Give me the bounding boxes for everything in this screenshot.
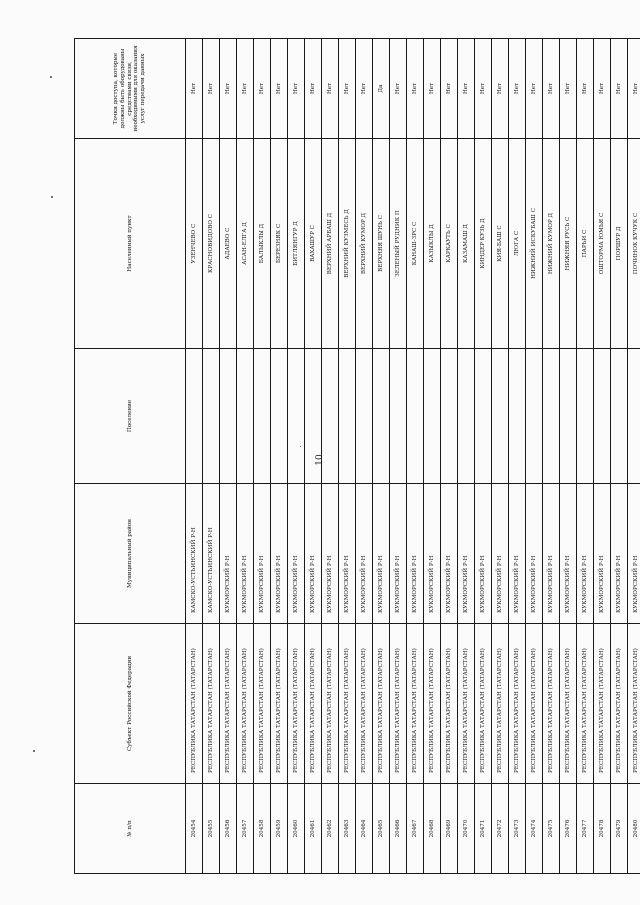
row-locality: ЛЮГА С <box>509 139 526 349</box>
row-district: КУКМОРСКИЙ Р-Н <box>373 484 390 624</box>
table-row <box>475 39 492 874</box>
row-district: КУКМОРСКИЙ Р-Н <box>288 484 305 624</box>
table-row <box>628 39 640 874</box>
row-locality: ВЕРХНИЙ КУЗМЕСЬ Д <box>339 139 356 349</box>
table-row <box>594 39 611 874</box>
table-row <box>220 39 237 874</box>
header-settlement: Поселение <box>75 349 186 484</box>
row-access-answer: Нет <box>492 39 509 139</box>
table-row <box>356 39 373 874</box>
row-subject: РЕСПУБЛИКА ТАТАРСТАН (ТАТАРСТАН) <box>577 624 594 784</box>
row-number: 20467 <box>407 784 424 874</box>
row-district: КУКМОРСКИЙ Р-Н <box>543 484 560 624</box>
row-access-answer: Нет <box>577 39 594 139</box>
row-number: 20476 <box>560 784 577 874</box>
row-locality: БЕРЕЗНЯК С <box>271 139 288 349</box>
table-row <box>560 39 577 874</box>
row-district: КУКМОРСКИЙ Р-Н <box>492 484 509 624</box>
row-settlement <box>492 349 509 484</box>
row-settlement <box>475 349 492 484</box>
row-number: 20471 <box>475 784 492 874</box>
row-locality: АСАН-ЕЛГА Д <box>237 139 254 349</box>
table-row <box>492 39 509 874</box>
header-access-points: Точки доступа, которые должны быть оборудованы средствами связи, необходимыми для оказания услуг передачи данных <box>75 39 186 139</box>
row-number: 20475 <box>543 784 560 874</box>
row-access-answer: Нет <box>237 39 254 139</box>
row-locality: НИЖНИЙ ИСКУБАШ С <box>526 139 543 349</box>
row-subject: РЕСПУБЛИКА ТАТАРСТАН (ТАТАРСТАН) <box>509 624 526 784</box>
row-access-answer: Нет <box>560 39 577 139</box>
row-subject: РЕСПУБЛИКА ТАТАРСТАН (ТАТАРСТАН) <box>560 624 577 784</box>
row-subject: РЕСПУБЛИКА ТАТАРСТАН (ТАТАРСТАН) <box>407 624 424 784</box>
row-subject: РЕСПУБЛИКА ТАТАРСТАН (ТАТАРСТАН) <box>526 624 543 784</box>
row-subject: РЕСПУБЛИКА ТАТАРСТАН (ТАТАРСТАН) <box>458 624 475 784</box>
row-locality: КАЗАМАШ Д <box>458 139 475 349</box>
row-settlement <box>305 349 322 484</box>
row-access-answer: Нет <box>526 39 543 139</box>
row-locality: БАЛЫКЛЫ Д <box>254 139 271 349</box>
table-row <box>305 39 322 874</box>
row-district: КУКМОРСКИЙ Р-Н <box>441 484 458 624</box>
row-subject: РЕСПУБЛИКА ТАТАРСТАН (ТАТАРСТАН) <box>594 624 611 784</box>
row-settlement <box>373 349 390 484</box>
table-header-row <box>75 39 186 874</box>
row-settlement <box>271 349 288 484</box>
row-number: 20457 <box>237 784 254 874</box>
row-number: 20479 <box>611 784 628 874</box>
row-district: КУКМОРСКИЙ Р-Н <box>509 484 526 624</box>
row-settlement <box>577 349 594 484</box>
row-number: 20464 <box>356 784 373 874</box>
row-number: 20460 <box>288 784 305 874</box>
row-locality: ПАРЬИ С <box>577 139 594 349</box>
row-district: КУКМОРСКИЙ Р-Н <box>322 484 339 624</box>
row-locality: НИЖНИЙ КУМОР Д <box>543 139 560 349</box>
row-number: 20462 <box>322 784 339 874</box>
row-settlement <box>237 349 254 484</box>
locality-table <box>74 38 640 874</box>
row-subject: РЕСПУБЛИКА ТАТАРСТАН (ТАТАРСТАН) <box>288 624 305 784</box>
row-locality: КАЗЫКЛЫ Д <box>424 139 441 349</box>
row-district: КУКМОРСКИЙ Р-Н <box>526 484 543 624</box>
row-settlement <box>526 349 543 484</box>
row-access-answer: Нет <box>186 39 203 139</box>
row-access-answer: Нет <box>305 39 322 139</box>
table-row <box>339 39 356 874</box>
row-locality: УЗЕНЧЕВО С <box>186 139 203 349</box>
row-number: 20461 <box>305 784 322 874</box>
row-subject: РЕСПУБЛИКА ТАТАРСТАН (ТАТАРСТАН) <box>203 624 220 784</box>
row-locality: АДАЕВО С <box>220 139 237 349</box>
row-access-answer: Нет <box>407 39 424 139</box>
row-subject: РЕСПУБЛИКА ТАТАРСТАН (ТАТАРСТАН) <box>441 624 458 784</box>
table-row <box>322 39 339 874</box>
row-subject: РЕСПУБЛИКА ТАТАРСТАН (ТАТАРСТАН) <box>339 624 356 784</box>
row-settlement <box>441 349 458 484</box>
row-access-answer: Нет <box>220 39 237 139</box>
row-subject: РЕСПУБЛИКА ТАТАРСТАН (ТАТАРСТАН) <box>356 624 373 784</box>
row-number: 20456 <box>220 784 237 874</box>
row-subject: РЕСПУБЛИКА ТАТАРСТАН (ТАТАРСТАН) <box>424 624 441 784</box>
table-body <box>186 39 640 874</box>
row-subject: РЕСПУБЛИКА ТАТАРСТАН (ТАТАРСТАН) <box>628 624 640 784</box>
table-row <box>577 39 594 874</box>
row-access-answer: Нет <box>441 39 458 139</box>
row-district: КУКМОРСКИЙ Р-Н <box>594 484 611 624</box>
row-district: КУКМОРСКИЙ Р-Н <box>577 484 594 624</box>
row-subject: РЕСПУБЛИКА ТАТАРСТАН (ТАТАРСТАН) <box>220 624 237 784</box>
row-settlement <box>254 349 271 484</box>
row-settlement <box>628 349 640 484</box>
table-row <box>611 39 628 874</box>
row-number: 20474 <box>526 784 543 874</box>
row-number: 20465 <box>373 784 390 874</box>
row-access-answer: Нет <box>458 39 475 139</box>
row-locality: ВЕРХНИЙ КУМОР Д <box>356 139 373 349</box>
row-locality: ОШТОРМА ЮМЬЯ С <box>594 139 611 349</box>
table-row <box>203 39 220 874</box>
table-row <box>288 39 305 874</box>
row-access-answer: Нет <box>594 39 611 139</box>
row-access-answer: Нет <box>390 39 407 139</box>
row-district: КАМСКО-УСТЬИНСКИЙ Р-Н <box>186 484 203 624</box>
row-district: КУКМОРСКИЙ Р-Н <box>390 484 407 624</box>
row-subject: РЕСПУБЛИКА ТАТАРСТАН (ТАТАРСТАН) <box>543 624 560 784</box>
row-settlement <box>458 349 475 484</box>
row-district: КУКМОРСКИЙ Р-Н <box>305 484 322 624</box>
row-settlement <box>186 349 203 484</box>
row-settlement <box>509 349 526 484</box>
row-district: КУКМОРСКИЙ Р-Н <box>220 484 237 624</box>
table-row <box>271 39 288 874</box>
table-row <box>407 39 424 874</box>
table-row <box>543 39 560 874</box>
row-locality: ПОРШУР Д <box>611 139 628 349</box>
row-access-answer: Нет <box>271 39 288 139</box>
row-locality: ВЕРХНИЙ АРБАШ Д <box>322 139 339 349</box>
header-district: Муниципальный район <box>75 484 186 624</box>
table-row <box>186 39 203 874</box>
row-settlement <box>407 349 424 484</box>
row-settlement <box>339 349 356 484</box>
row-access-answer: Нет <box>356 39 373 139</box>
row-access-answer: Нет <box>288 39 305 139</box>
row-number: 20478 <box>594 784 611 874</box>
row-district: КУКМОРСКИЙ Р-Н <box>254 484 271 624</box>
scan-speck <box>51 196 53 198</box>
row-locality: ВЕРХНЯЯ ШУНЬ С <box>373 139 390 349</box>
row-subject: РЕСПУБЛИКА ТАТАРСТАН (ТАТАРСТАН) <box>373 624 390 784</box>
table-row <box>373 39 390 874</box>
row-settlement <box>203 349 220 484</box>
row-locality: НИЖНЯЯ РУСЬ С <box>560 139 577 349</box>
row-locality: ПОЧИНОК КУЧУК С <box>628 139 640 349</box>
row-district: КУКМОРСКИЙ Р-Н <box>271 484 288 624</box>
row-settlement <box>356 349 373 484</box>
row-settlement <box>594 349 611 484</box>
row-locality: КИНДЕР КУЗЬ Д <box>475 139 492 349</box>
row-subject: РЕСПУБЛИКА ТАТАРСТАН (ТАТАРСТАН) <box>390 624 407 784</box>
row-number: 20469 <box>441 784 458 874</box>
row-district: КУКМОРСКИЙ Р-Н <box>237 484 254 624</box>
row-number: 20458 <box>254 784 271 874</box>
row-subject: РЕСПУБЛИКА ТАТАРСТАН (ТАТАРСТАН) <box>492 624 509 784</box>
row-locality: КАНАШ-ЗРС С <box>407 139 424 349</box>
row-access-answer: Нет <box>475 39 492 139</box>
row-district: КУКМОРСКИЙ Р-Н <box>339 484 356 624</box>
row-settlement <box>322 349 339 484</box>
row-number: 20470 <box>458 784 475 874</box>
row-number: 20480 <box>628 784 640 874</box>
header-locality: Населенный пункт <box>75 139 186 349</box>
row-settlement <box>424 349 441 484</box>
row-district: КУКМОРСКИЙ Р-Н <box>458 484 475 624</box>
row-locality: КРАСНОВИДОВО С <box>203 139 220 349</box>
row-district: КУКМОРСКИЙ Р-Н <box>611 484 628 624</box>
row-subject: РЕСПУБЛИКА ТАТАРСТАН (ТАТАРСТАН) <box>237 624 254 784</box>
table-row <box>458 39 475 874</box>
table-row <box>254 39 271 874</box>
row-settlement <box>390 349 407 484</box>
table-row <box>526 39 543 874</box>
page-number: 10 <box>315 454 325 466</box>
row-settlement <box>611 349 628 484</box>
row-settlement <box>288 349 305 484</box>
row-district: КУКМОРСКИЙ Р-Н <box>628 484 640 624</box>
row-number: 20472 <box>492 784 509 874</box>
row-locality: КАРКАУТЬ С <box>441 139 458 349</box>
row-district: КУКМОРСКИЙ Р-Н <box>560 484 577 624</box>
row-access-answer: Нет <box>543 39 560 139</box>
row-subject: РЕСПУБЛИКА ТАТАРСТАН (ТАТАРСТАН) <box>271 624 288 784</box>
row-subject: РЕСПУБЛИКА ТАТАРСТАН (ТАТАРСТАН) <box>186 624 203 784</box>
row-number: 20466 <box>390 784 407 874</box>
row-district: КУКМОРСКИЙ Р-Н <box>407 484 424 624</box>
row-number: 20473 <box>509 784 526 874</box>
scan-speck <box>50 76 52 78</box>
row-locality: КИЯ-БАШ С <box>492 139 509 349</box>
table-row <box>390 39 407 874</box>
row-settlement <box>220 349 237 484</box>
row-access-answer: Нет <box>611 39 628 139</box>
row-locality: ЗЕЛЕНЫЙ РУДНИК П <box>390 139 407 349</box>
table-row <box>441 39 458 874</box>
row-number: 20454 <box>186 784 203 874</box>
row-number: 20468 <box>424 784 441 874</box>
table-row <box>237 39 254 874</box>
row-locality: БИТЛЯНГУР Д <box>288 139 305 349</box>
row-subject: РЕСПУБЛИКА ТАТАРСТАН (ТАТАРСТАН) <box>322 624 339 784</box>
row-access-answer: Нет <box>254 39 271 139</box>
header-num: № п/п <box>75 784 186 874</box>
row-district: КУКМОРСКИЙ Р-Н <box>356 484 373 624</box>
row-access-answer: Нет <box>339 39 356 139</box>
row-access-answer: Нет <box>203 39 220 139</box>
scan-speck <box>33 750 35 752</box>
row-locality: ВАХАШУР С <box>305 139 322 349</box>
table-row <box>424 39 441 874</box>
header-subject: Субъект Российской Федерации <box>75 624 186 784</box>
row-settlement <box>543 349 560 484</box>
row-subject: РЕСПУБЛИКА ТАТАРСТАН (ТАТАРСТАН) <box>611 624 628 784</box>
row-access-answer: Нет <box>628 39 640 139</box>
row-access-answer: Нет <box>322 39 339 139</box>
row-access-answer: Нет <box>424 39 441 139</box>
row-access-answer: Нет <box>509 39 526 139</box>
row-number: 20459 <box>271 784 288 874</box>
row-district: КУКМОРСКИЙ Р-Н <box>475 484 492 624</box>
table-row <box>509 39 526 874</box>
row-district: КАМСКО-УСТЬИНСКИЙ Р-Н <box>203 484 220 624</box>
row-district: КУКМОРСКИЙ Р-Н <box>424 484 441 624</box>
row-settlement <box>560 349 577 484</box>
rotated-table-wrapper <box>74 39 639 874</box>
row-subject: РЕСПУБЛИКА ТАТАРСТАН (ТАТАРСТАН) <box>305 624 322 784</box>
row-number: 20463 <box>339 784 356 874</box>
row-subject: РЕСПУБЛИКА ТАТАРСТАН (ТАТАРСТАН) <box>475 624 492 784</box>
row-number: 20477 <box>577 784 594 874</box>
row-access-answer: Да <box>373 39 390 139</box>
row-subject: РЕСПУБЛИКА ТАТАРСТАН (ТАТАРСТАН) <box>254 624 271 784</box>
row-number: 20455 <box>203 784 220 874</box>
